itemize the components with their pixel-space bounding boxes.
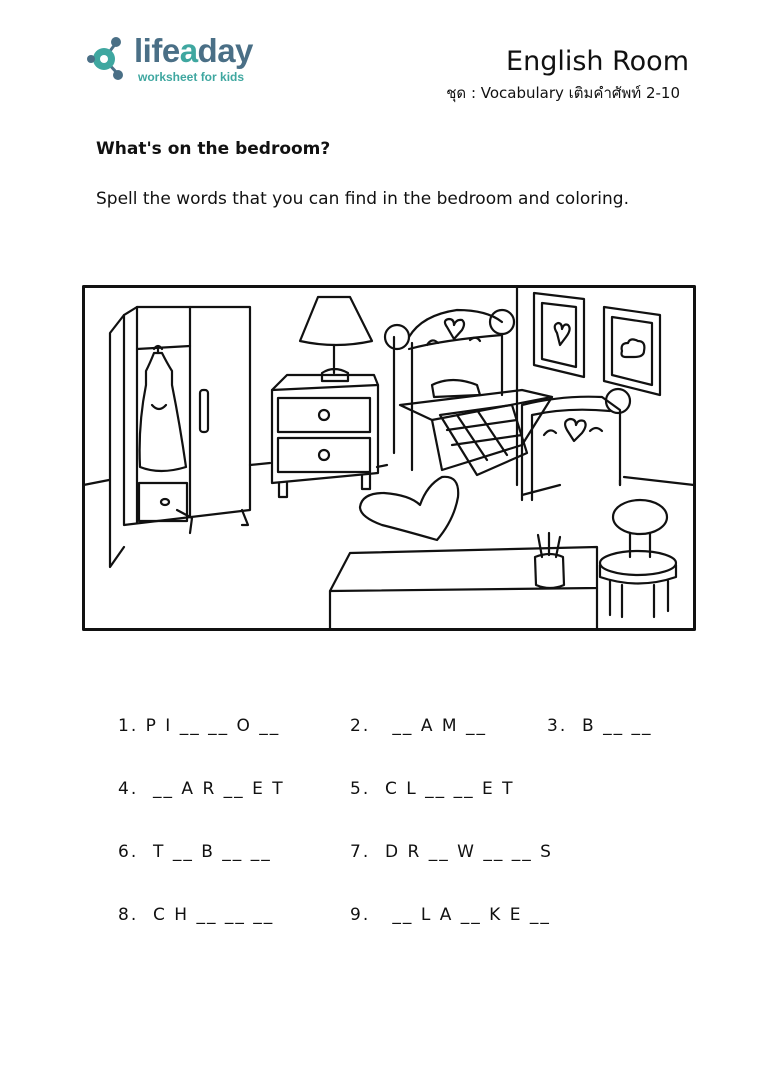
lamp-drawing [300, 297, 372, 381]
answer-8[interactable]: 8. C H __ __ __ [118, 905, 275, 925]
bed-drawing [385, 310, 630, 500]
answer-2[interactable]: 2. __ A M __ [350, 716, 487, 736]
answer-5[interactable]: 5. C L __ __ E T [350, 779, 515, 799]
answer-4[interactable]: 4. __ A R __ E T [118, 779, 285, 799]
bedroom-illustration-icon [82, 285, 696, 631]
answer-7[interactable]: 7. D R __ W __ __ S [350, 842, 553, 862]
molecule-logo-icon [86, 34, 136, 84]
brand-tagline: worksheet for kids [138, 70, 245, 84]
exercise-heading: What's on the bedroom? [96, 139, 331, 159]
exercise-instruction: Spell the words that you can find in the bedroom and coloring. [96, 189, 629, 209]
page-subtitle: ชุด : Vocabulary เติมคำศัพท์ 2-10 [446, 84, 680, 102]
nightstand-drawing [272, 375, 378, 497]
heart-rug-drawing [360, 477, 458, 540]
stool-drawing [600, 500, 676, 617]
brand-logo [86, 34, 286, 90]
answer-9[interactable]: 9. __ L A __ K E __ [350, 905, 551, 925]
brand-name: lifeaday [134, 32, 253, 69]
page-title: English Room [506, 46, 689, 77]
answer-3[interactable]: 3. B __ __ [547, 716, 653, 736]
wardrobe-drawing [110, 307, 250, 567]
picture-frames-drawing [534, 293, 660, 395]
answer-1[interactable]: 1. P I __ __ O __ [118, 716, 281, 736]
answer-6[interactable]: 6. T __ B __ __ [118, 842, 272, 862]
pencil-cup-drawing [535, 533, 564, 588]
